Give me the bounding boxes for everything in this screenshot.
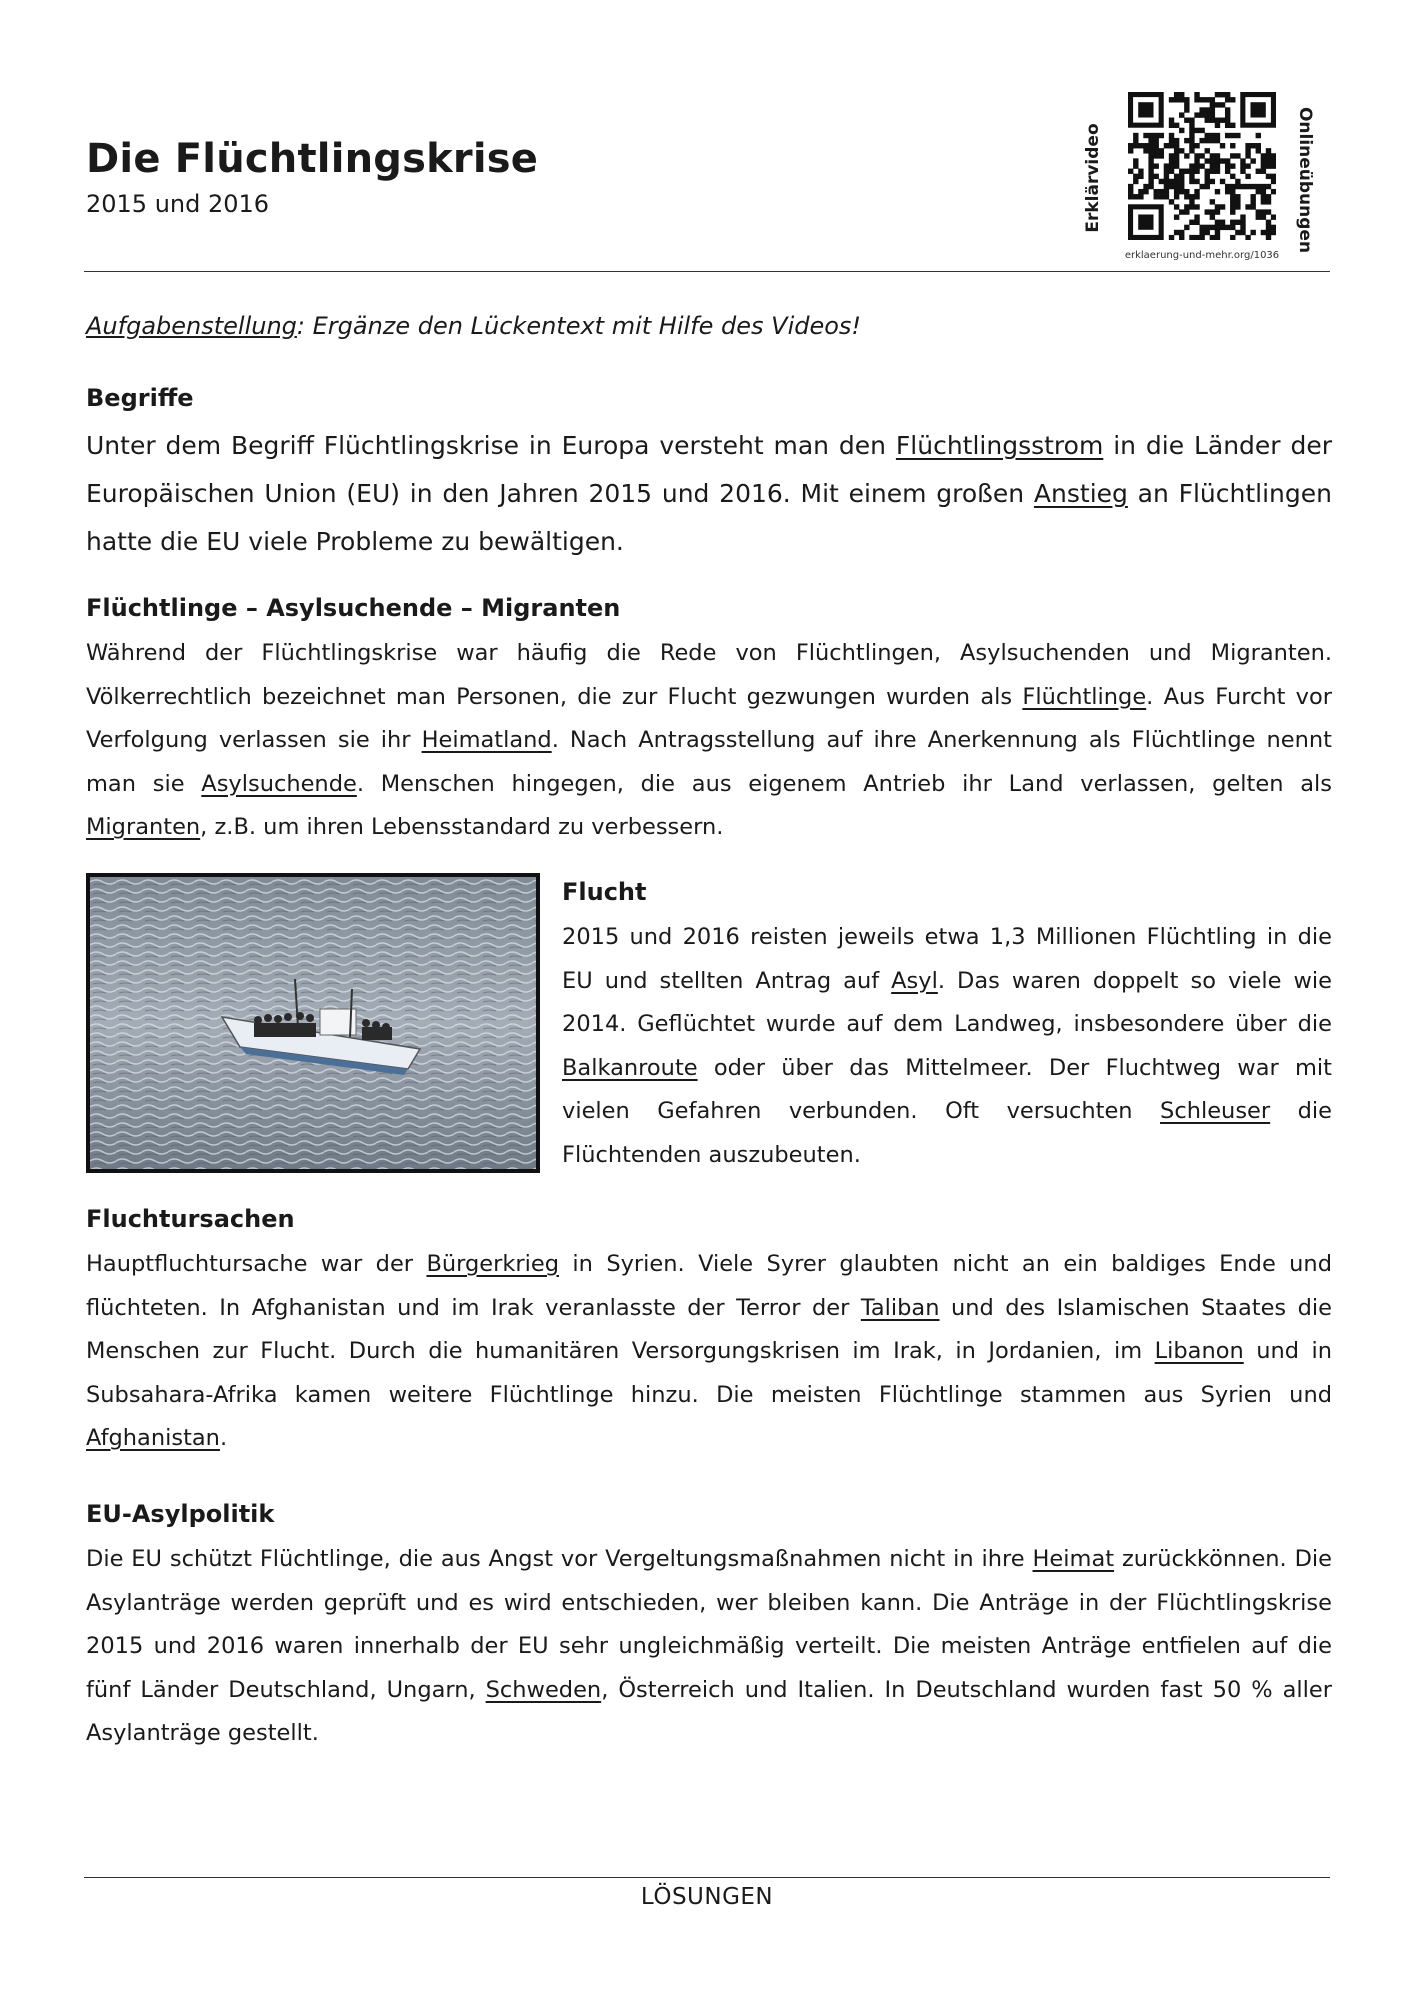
section-heading: Begriffe <box>86 384 194 412</box>
header-divider <box>84 271 1330 272</box>
gap-answer: Taliban <box>860 1294 940 1321</box>
refugee-boat-photo <box>86 873 540 1173</box>
qr-url[interactable]: erklaerung-und-mehr.org/1036 <box>1124 250 1280 261</box>
section-heading: Flüchtlinge – Asylsuchende – Migranten <box>86 594 621 622</box>
section-text: 2015 und 2016 reisten jeweils etwa 1,3 Millionen Flüchtling in die EU und stellten Antrag auf Asyl. Das waren doppelt so viele wie 2014. Geflüchtet wurde auf dem Landweg, insbesondere über die Balkanroute oder über das Mittelmeer. Der Fluchtweg war mit vielen Gefahren verbunden. Oft versuchten Schleuser die Flüchtenden auszubeuten. <box>562 924 1332 1168</box>
task-instruction <box>86 312 861 340</box>
gap-answer: Heimatland <box>421 727 552 753</box>
gap-answer: Bürgerkrieg <box>426 1251 560 1277</box>
section-text: Hauptfluchtursache war der Bürgerkrieg in Syrien. Viele Syrer glaubten nicht an ein baldiges Ende und flüchteten. In Afghanistan und im Irak veranlasste der Terror der Taliban und des Islamischen Staates die Menschen zur Flucht. Durch die humanitären Versorgungskrisen im Irak, in Jordanien, im Libanon und in Subsahara-Afrika kamen weitere Flüchtlinge hinzu. Die meisten Flüchtlinge stammen aus Syrien und Afghanistan. <box>86 1251 1333 1451</box>
qr-exercises-label: Onlineübungen <box>1295 106 1315 254</box>
section-heading: EU-Asylpolitik <box>86 1500 275 1528</box>
section-text: Während der Flüchtlingskrise war häufig die Rede von Flüchtlingen, Asylsuchenden und Migranten. Völkerrechtlich bezeichnet man Personen, die zur Flucht gezwungen wurden als Flüchtlinge. Aus Furcht vor Verfolgung verlassen sie ihr Heimatland. Nach Antragsstellung auf ihre Anerkennung als Flüchtlinge nennt man sie Asylsuchende. Menschen hingegen, die aus eigenem Antrieb ihr Land verlassen, gelten als Migranten, z.B. um ihren Lebensstandard zu verbessern. <box>86 640 1333 840</box>
task-label: Aufgabenstellung <box>86 312 297 340</box>
section-fluchtursachen <box>86 1205 1332 1461</box>
gap-answer: Migranten <box>86 814 201 840</box>
gap-answer: Anstieg <box>1033 479 1128 508</box>
page-subtitle: 2015 und 2016 <box>86 190 270 218</box>
section-text: Unter dem Begriff Flüchtlingskrise in Europa versteht man den Flüchtlingsstrom in die Länder der Europäischen Union (EU) in den Jahren 2015 und 2016. Mit einem großen Anstieg an Flüchtlingen hatte die EU viele Probleme zu bewältigen. <box>86 431 1333 556</box>
gap-answer: Schleuser <box>1160 1098 1271 1124</box>
section-flucht <box>562 878 1332 1177</box>
gap-answer: Asylsuchende <box>201 770 357 797</box>
section-fluechtlinge <box>86 594 1332 850</box>
page-title: Die Flüchtlingskrise <box>86 136 539 182</box>
gap-answer: Asyl <box>891 967 938 994</box>
gap-answer: Schweden <box>485 1676 602 1703</box>
section-text: Die EU schützt Flüchtlinge, die aus Angst vor Vergeltungsmaßnahmen nicht in ihre Heimat zurückkönnen. Die Asylanträge werden geprüft und es wird entschieden, wer bleiben kann. Die Anträge in der Flüchtlingskrise 2015 und 2016 waren innerhalb der EU sehr ungleichmäßig verteilt. Die meisten Anträge entfielen auf die fünf Länder Deutschland, Ungarn, Schweden, Österreich und Italien. In Deutschland wurden fast 50 % aller Asylanträge gestellt. <box>86 1546 1332 1746</box>
footer-divider <box>84 1877 1330 1878</box>
section-eu-asylpolitik <box>86 1500 1332 1756</box>
gap-answer: Libanon <box>1154 1338 1244 1364</box>
section-begriffe <box>86 384 1332 566</box>
gap-answer: Flüchtlingsstrom <box>895 431 1104 460</box>
footer-solutions-label: LÖSUNGEN <box>640 1884 774 1910</box>
section-heading: Flucht <box>562 878 647 906</box>
qr-video-label: Erklärvideo <box>1083 123 1103 233</box>
gap-answer: Flüchtlinge <box>1022 683 1147 710</box>
qr-code[interactable] <box>1128 92 1276 240</box>
gap-answer: Balkanroute <box>562 1054 698 1081</box>
gap-answer: Heimat <box>1032 1546 1115 1572</box>
task-text: : Ergänze den Lückentext mit Hilfe des Videos! <box>296 312 862 340</box>
gap-answer: Afghanistan <box>86 1425 220 1451</box>
section-heading: Fluchtursachen <box>86 1205 295 1233</box>
